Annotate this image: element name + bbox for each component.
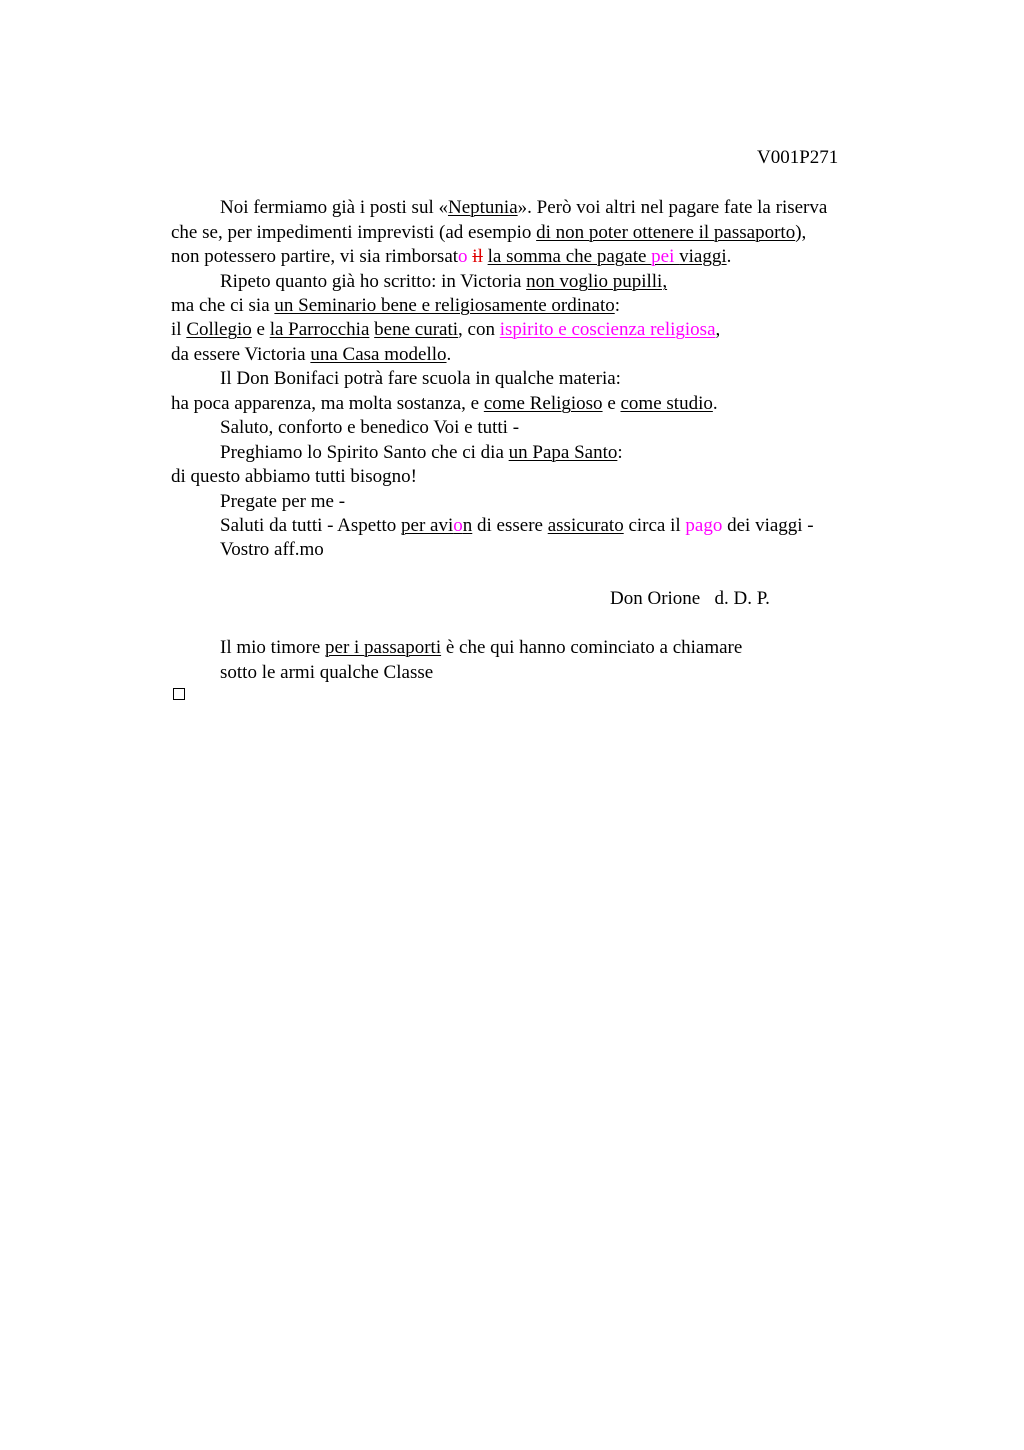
signature: Don Orione d. D. P. [610,588,770,609]
text-run: . [712,393,718,414]
underlined-text: viaggi [679,246,727,267]
inserted-text: o [458,246,468,267]
text-line [220,491,345,513]
deleted-text: il [472,246,483,267]
text-line [220,637,742,659]
underlined-text: bene curati [374,319,459,340]
text-line [171,222,806,244]
text-line [171,466,417,488]
underlined-text: una Casa modello [310,344,447,365]
underlined-text: un Papa Santo [508,442,618,463]
text-line [220,368,621,390]
text-run: Noi fermiamo già i posti sul « [220,197,448,218]
end-marker-box [173,688,185,700]
text-line [220,515,814,537]
text-run: Saluto, conforto e benedico Voi e tutti - [220,417,520,438]
text-line [220,271,667,293]
underlined-text: di non poter ottenere il passaporto [536,222,796,243]
inserted-text: pei [651,246,680,267]
reference-code: V001P271 [757,147,839,168]
inserted-text: o [453,515,463,536]
underlined-text: per i passaporti [325,637,442,658]
text-run: il [171,319,187,340]
underlined-text: la somma che pagate [487,246,652,267]
text-run: è che qui hanno cominciato a chiamare [441,637,743,658]
text-line [220,197,827,219]
text-run: circa il [623,515,686,536]
text-run: , con [458,319,500,340]
text-run: dei viaggi - [722,515,814,536]
text-run: : [614,295,620,316]
inserted-text: pago [685,515,723,536]
text-run: Pregate per me - [220,491,346,512]
text-run: . [446,344,452,365]
text-run: che se, per impedimenti imprevisti (ad esempio [171,222,537,243]
text-line [220,539,324,561]
text-line [220,662,433,684]
text-run: e [602,393,621,414]
underlined-text: Collegio [186,319,252,340]
text-line [171,393,718,415]
underlined-text: come studio [620,393,713,414]
underlined-text: come Religioso [483,393,603,414]
text-line [220,442,623,464]
text-line [171,246,731,268]
text-line [220,417,519,439]
underlined-text: per avi [401,515,454,536]
underlined-text: assicurato [547,515,624,536]
underlined-text: un Seminario bene e religiosamente ordinato [274,295,615,316]
text-line [171,295,620,317]
text-run: ha poca apparenza, ma molta sostanza, e [171,393,484,414]
inserted-text: spirito e coscienza religiosa [505,319,716,340]
text-run: ». Però voi altri nel pagare fate la riserva [517,197,828,218]
text-run: e [251,319,270,340]
text-run: sotto le armi qualche Classe [220,662,434,683]
text-run: Il mio timore [220,637,326,658]
text-run: di essere [472,515,548,536]
underlined-text: Neptunia [447,197,518,218]
text-run: Preghiamo lo Spirito Santo che ci dia [220,442,509,463]
text-run: di questo abbiamo tutti bisogno! [171,466,417,487]
text-run: Saluti da tutti - Aspetto [220,515,402,536]
text-run: , [715,319,721,340]
underlined-text: n [462,515,473,536]
text-run: ma che ci sia [171,295,275,316]
underlined-text: la Parrocchia [269,319,370,340]
inserted-text: i [499,319,505,340]
underlined-text: non voglio pupilli, [526,271,668,292]
text-line [171,344,451,366]
text-run: : [617,442,623,463]
text-run: non potessero partire, vi sia rimborsat [171,246,459,267]
text-run: Il Don Bonifaci potrà fare scuola in qualche materia: [220,368,621,389]
text-run: . [726,246,732,267]
text-run: Ripeto quanto già ho scritto: in Victoria [220,271,527,292]
text-run: ), [795,222,807,243]
closing-line: Vostro aff.mo [220,539,324,560]
text-line [171,319,720,341]
text-run: da essere Victoria [171,344,311,365]
